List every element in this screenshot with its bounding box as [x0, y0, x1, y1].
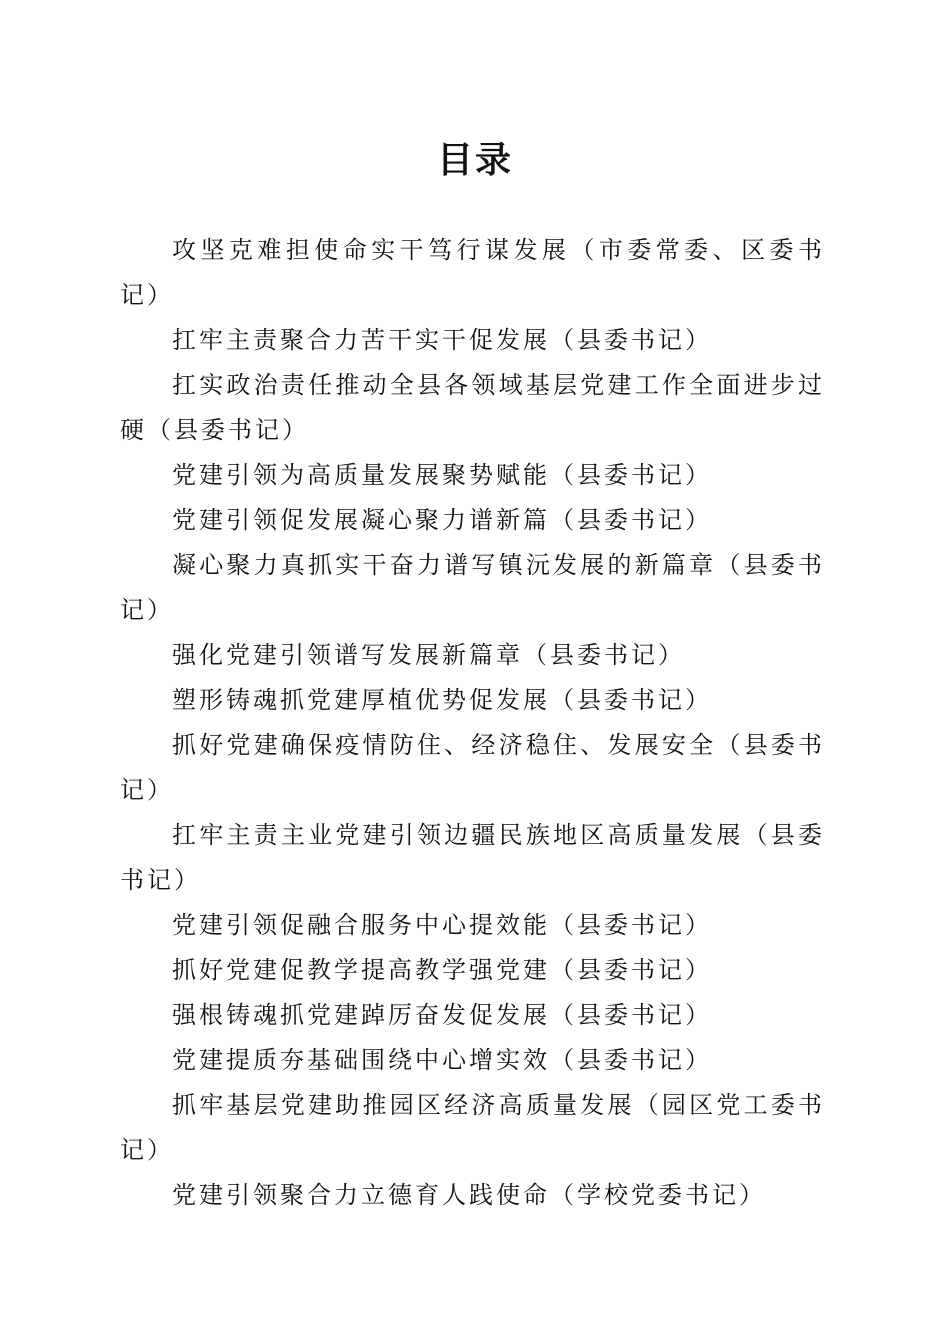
toc-entry: 党建提质夯基础围绕中心增实效（县委书记）: [172, 1046, 712, 1074]
toc-entry: 党建引领为高质量发展聚势赋能（县委书记）: [172, 461, 712, 489]
toc-entry: 抓牢基层党建助推园区经济高质量发展（园区党工委书记）: [120, 1091, 825, 1164]
toc-entry: 扛牢主责聚合力苦干实干促发展（县委书记）: [172, 326, 712, 354]
toc-entry: 扛牢主责主业党建引领边疆民族地区高质量发展（县委书记）: [120, 821, 825, 894]
toc-entry: 塑形铸魂抓党建厚植优势促发展（县委书记）: [172, 686, 712, 714]
toc-entry: 党建引领促发展凝心聚力谱新篇（县委书记）: [172, 506, 712, 534]
toc-entry: 党建引领聚合力立德育人践使命（学校党委书记）: [172, 1181, 766, 1209]
toc-entry: 抓好党建确保疫情防住、经济稳住、发展安全（县委书记）: [120, 731, 825, 804]
toc-list: [120, 228, 825, 1218]
toc-entry: 强化党建引领谱写发展新篇章（县委书记）: [172, 641, 685, 669]
toc-entry: 党建引领促融合服务中心提效能（县委书记）: [172, 911, 712, 939]
toc-entry: 攻坚克难担使命实干笃行谋发展（市委常委、区委书记）: [120, 236, 825, 309]
toc-entry: 抓好党建促教学提高教学强党建（县委书记）: [172, 956, 712, 984]
toc-entry: 凝心聚力真抓实干奋力谱写镇沅发展的新篇章（县委书记）: [120, 551, 825, 624]
toc-entry: 扛实政治责任推动全县各领域基层党建工作全面进步过硬（县委书记）: [120, 371, 825, 444]
toc-entry: 强根铸魂抓党建踔厉奋发促发展（县委书记）: [172, 1001, 712, 1029]
page-title: 目录: [436, 139, 513, 181]
